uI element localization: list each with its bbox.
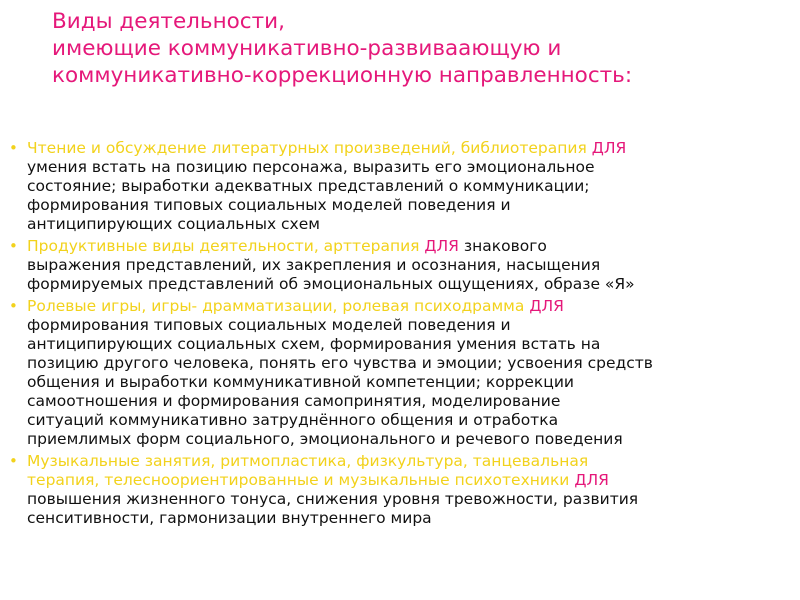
item-lead: Продуктивные виды деятельности, арттерапия (27, 237, 420, 255)
item-body-line: антиципирующих социальных схем (27, 215, 320, 233)
item-lead: Музыкальные занятия, ритмопластика, физкультура, танцевальная (27, 452, 589, 470)
item-body-line: формируемых представлений об эмоциональных ощущениях, образе «Я» (27, 275, 635, 293)
list-item (9, 452, 800, 528)
list-item (9, 237, 800, 294)
item-body-line: формирования типовых социальных моделей поведения и (27, 316, 511, 334)
item-keyword: ДЛЯ (574, 471, 609, 489)
item-body-line: повышения жизненного тонуса, снижения уровня тревожности, развития (27, 490, 639, 508)
item-lead: терапия, телесноориентированные и музыкальные психотехники (27, 471, 570, 489)
item-keyword: ДЛЯ (529, 297, 564, 315)
title-line-3: коммуникативно-коррекционную направленность: (52, 63, 633, 88)
item-body-line: позицию другого человека, понять его чувства и эмоции; усвоения средств (27, 354, 653, 372)
title-line-1: Виды деятельности, (52, 9, 285, 34)
item-body-line: самоотношения и формирования самопринятия, моделирование (27, 392, 561, 410)
item-body-line: состояние; выработки адекватных представлений о коммуникации; (27, 177, 590, 195)
item-body-line: формирования типовых социальных моделей поведения и (27, 196, 511, 214)
slide-title (52, 8, 772, 89)
item-body-line: умения встать на позицию персонажа, выразить его эмоциональное (27, 158, 595, 176)
activity-list (9, 139, 800, 531)
bullet-icon: • (9, 237, 18, 255)
item-heading-line (27, 139, 800, 158)
item-keyword: ДЛЯ (591, 139, 627, 157)
item-body-line: антиципирующих социальных схем, формирования умения встать на (27, 335, 601, 353)
item-body-start: знакового (463, 237, 547, 255)
item-heading-line (27, 237, 800, 256)
list-item (9, 297, 800, 449)
item-keyword: ДЛЯ (424, 237, 459, 255)
item-lead: Ролевые игры, игры- драмматизации, ролевая психодрамма (27, 297, 525, 315)
bullet-icon: • (9, 452, 18, 470)
item-heading-line (27, 297, 800, 316)
item-heading-line (27, 471, 800, 490)
item-body-line: общения и выработки коммуникативной компетенции; коррекции (27, 373, 574, 391)
item-body-line: выражения представлений, их закрепления и осознания, насыщения (27, 256, 601, 274)
list-item (9, 139, 800, 234)
bullet-icon: • (9, 297, 18, 315)
item-body-line: ситуаций коммуникативно затруднённого общения и отработка (27, 411, 559, 429)
bullet-icon: • (9, 139, 18, 157)
item-body-line: сенситивности, гармонизации внутреннего мира (27, 509, 432, 527)
item-lead: Чтение и обсуждение литературных произведений, библиотерапия (27, 139, 587, 157)
title-line-2: имеющие коммуникативно-развиваающую и (52, 36, 562, 61)
item-body-line: приемлимых форм социального, эмоционального и речевого поведения (27, 430, 623, 448)
